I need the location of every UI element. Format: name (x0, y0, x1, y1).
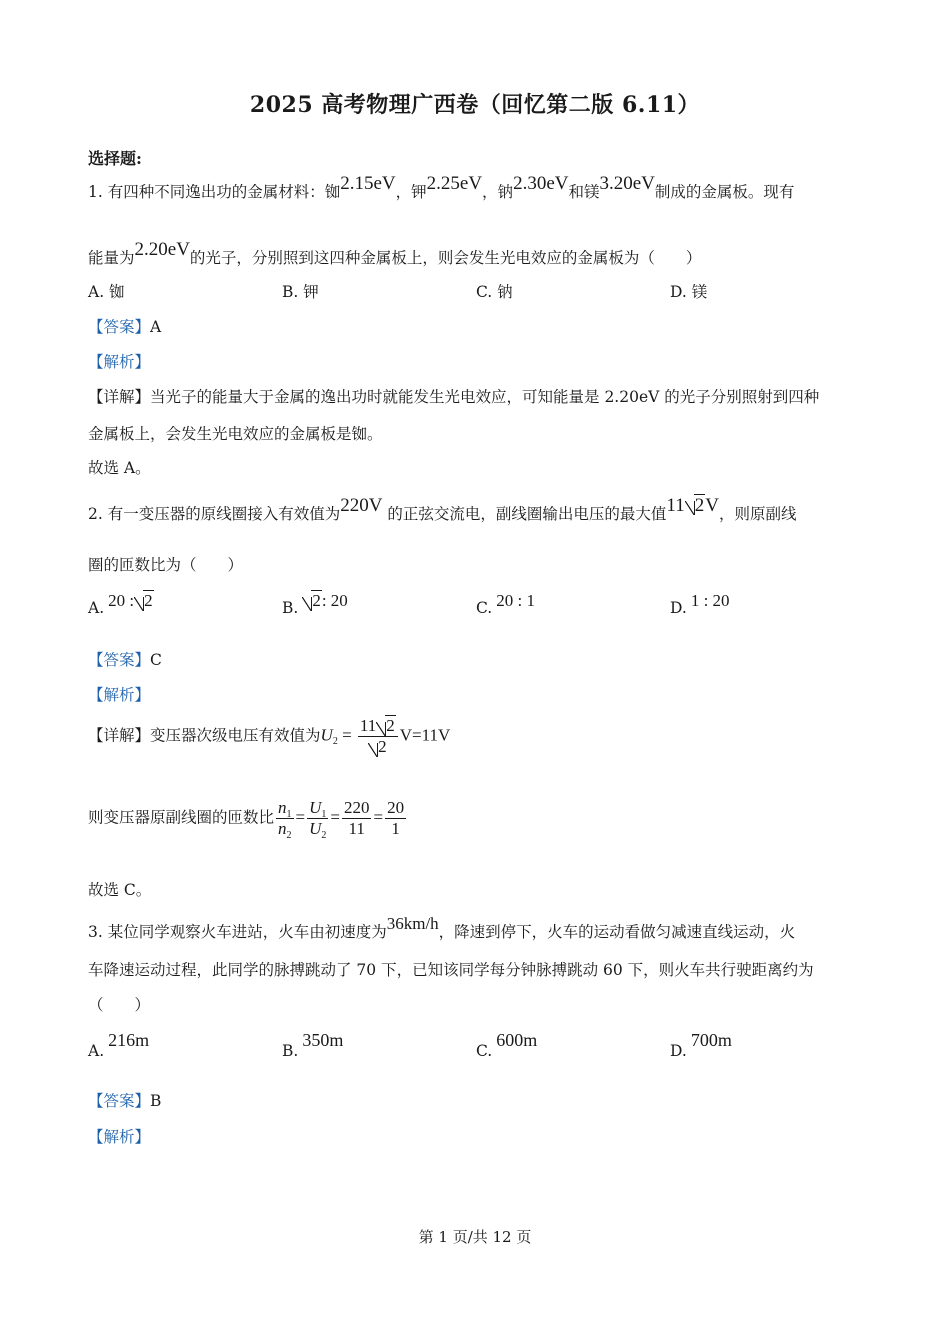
q3-answer: 【答案】B (88, 1092, 162, 1110)
page-footer: 第 1 页/共 12 页 (418, 1228, 532, 1246)
page-title: 2025 高考物理广西卷（回忆第二版 6.11） (249, 92, 701, 118)
q3-option-a: A.216m (88, 1030, 150, 1060)
q3-option-c: C.600m (476, 1030, 538, 1060)
q2-option-b: B. 2: 20 (282, 591, 348, 617)
q3-analysis-label: 【解析】 (88, 1128, 151, 1146)
section-title: 选择题: (88, 149, 142, 168)
q2-analysis-label: 【解析】 (88, 686, 151, 704)
q1-option-a: A. 铷 (88, 283, 125, 301)
q2-detail-voltage: 【详解】变压器次级电压有效值为$U_2$ = $\frac{11 2}{2}$ V=11V (88, 716, 451, 756)
q1-analysis-label: 【解析】 (88, 353, 151, 371)
q3-stem-line-2: 车降速运动过程，此同学的脉搏跳动了 70 下，已知该同学每分钟脉搏跳动 60 下，则火车共行驶距离约为 (88, 961, 814, 979)
q1-option-c: C. 钠 (476, 283, 513, 301)
q1-detail-line-1: 【详解】当光子的能量大于金属的逸出功时就能发生光电效应，可知能量是 2.20eV 的光子分别照射到四种 (88, 388, 820, 406)
q1-stem-line-2: 能量为2.20eV的光子，分别照到这四种金属板上，则会发生光电效应的金属板为（ ） (88, 239, 702, 267)
q2-conclusion: 故选 C。 (88, 881, 152, 899)
q3-option-d: D.700m (670, 1030, 732, 1060)
q1-stem-line-1: 1. 有四种不同逸出功的金属材料：铷2.15eV，钾2.25eV，钠2.30eV和镁3.20eV制成的金属板。现有 (88, 173, 795, 201)
q2-stem-line-1: 2. 有一变压器的原线圈接入有效值为220V 的正弦交流电，副线圈输出电压的最大值11 2V，则原副线 (88, 495, 797, 523)
q1-answer: 【答案】A (88, 318, 162, 336)
q1-conclusion: 故选 A。 (88, 459, 151, 477)
q1-detail-line-2: 金属板上，会发生光电效应的金属板是铷。 (88, 425, 383, 443)
q3-stem-line-3: （ ） (88, 996, 151, 1014)
q3-stem-line-1: 3. 某位同学观察火车进站，火车由初速度为36km/h，降速到停下，火车的运动看做匀减速直线运动，火 (88, 914, 796, 941)
q2-option-c: C. 20 : 1 (476, 591, 535, 617)
q2-option-a: A. 20 : 2 (88, 591, 153, 617)
q1-option-d: D. 镁 (670, 283, 708, 301)
q2-option-d: D. 1 : 20 (670, 591, 730, 617)
q3-option-b: B.350m (282, 1030, 344, 1060)
q2-stem-line-2: 圈的匝数比为（ ） (88, 556, 244, 574)
q2-answer: 【答案】C (88, 651, 162, 669)
q1-option-b: B. 钾 (282, 283, 319, 301)
q2-detail-ratio: 则变压器原副线圈的匝数比 $\frac{n_1}{n_2}$ = $\frac{U_1}{U_2}$ = $\frac{220}{11}$ = $\frac{20}{1}$ (88, 798, 405, 841)
